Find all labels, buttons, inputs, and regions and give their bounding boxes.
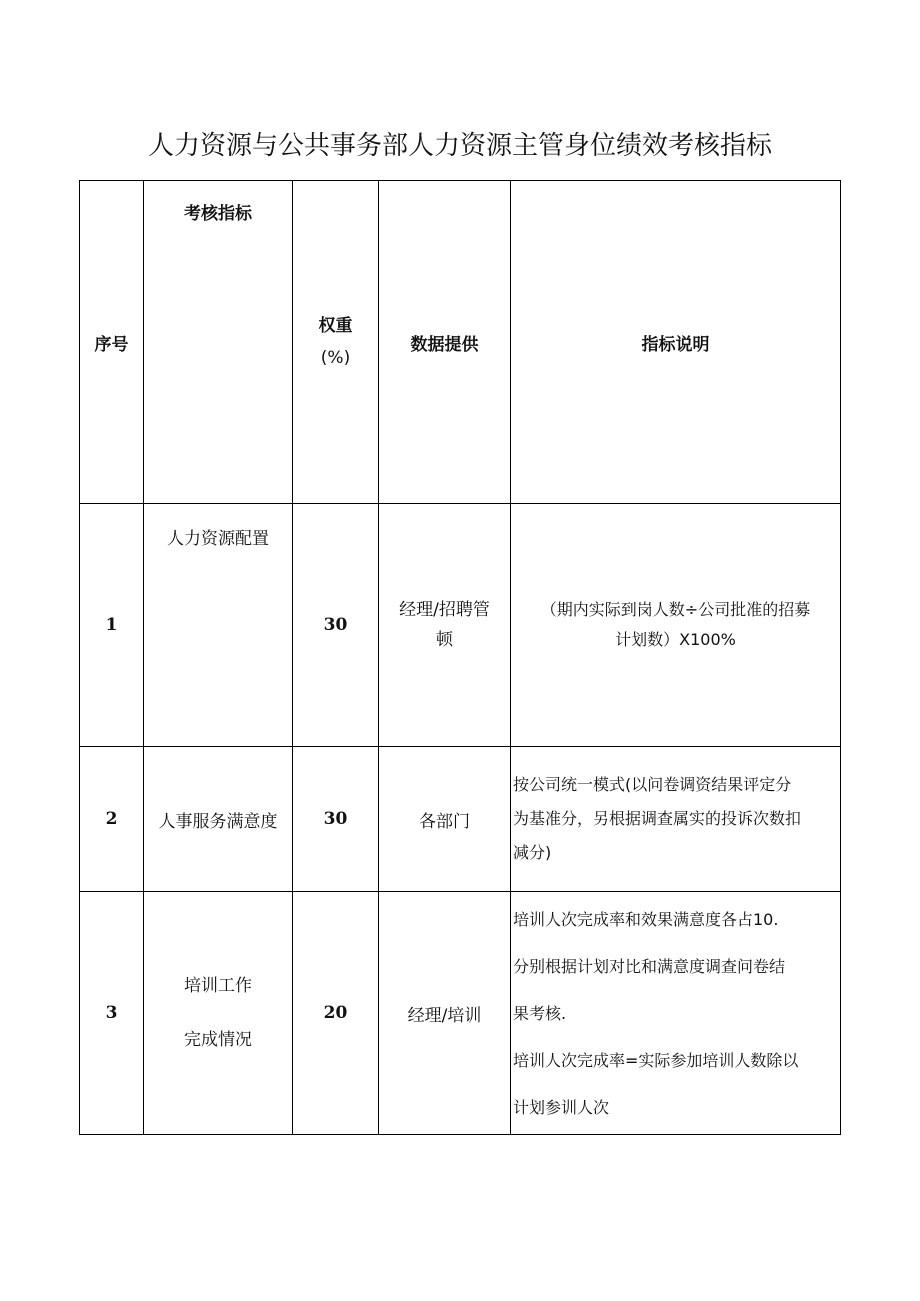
row2-provider: 各部门 [379, 747, 511, 892]
header-weight [293, 181, 379, 504]
row1-indicator: 人力资源配置 [144, 504, 293, 747]
row3-seq: 3 [80, 892, 144, 1135]
row3-weight: 20 [293, 892, 379, 1135]
row2-seq: 2 [80, 747, 144, 892]
row3-indicator-line2: 完成情况 [184, 1030, 252, 1050]
row3-desc-line3: 果考核. [513, 1003, 567, 1023]
row1-provider [379, 504, 511, 747]
table-row [80, 504, 841, 747]
row3-description [511, 892, 841, 1135]
header-description: 指标说明 [511, 181, 841, 504]
row1-desc-line1: （期内实际到岗人数÷公司批准的招募 [540, 600, 811, 619]
row3-desc-line1: 培训人次完成率和效果满意度各占10. [513, 909, 779, 929]
row3-indicator [144, 892, 293, 1135]
table-row [80, 747, 841, 892]
row3-desc-line5: 计划参训人次 [513, 1097, 610, 1117]
table-row [80, 892, 841, 1135]
row3-indicator-line1: 培训工作 [184, 976, 252, 996]
row2-desc-line2: 为基准分，另根据调查属实的投诉次数扣 [513, 809, 802, 828]
document-title: 人力资源与公共事务部人力资源主管身位绩效考核指标 [147, 131, 772, 161]
kpi-table [79, 180, 841, 1135]
header-weight-line2: (%) [320, 348, 351, 368]
header-indicator: 考核指标 [144, 181, 293, 504]
row2-indicator: 人事服务满意度 [144, 747, 293, 892]
row2-description [511, 747, 841, 892]
row2-weight: 30 [293, 747, 379, 892]
header-data-provider: 数据提供 [379, 181, 511, 504]
row2-desc-line1: 按公司统一模式(以问卷调资结果评定分 [513, 775, 792, 794]
row3-provider: 经理/培训 [379, 892, 511, 1135]
row1-provider-line1: 经理/招聘管 [399, 600, 490, 620]
row3-desc-line4: 培训人次完成率=实际参加培训人数除以 [513, 1050, 799, 1070]
header-seq: 序号 [80, 181, 144, 504]
row1-seq: 1 [80, 504, 144, 747]
row1-weight: 30 [293, 504, 379, 747]
row2-desc-line3: 减分) [513, 843, 552, 862]
row3-desc-line2: 分别根据计划对比和满意度调查问卷结 [513, 956, 786, 976]
table-header-row [80, 181, 841, 504]
row1-description [511, 504, 841, 747]
header-weight-line1: 权重 [318, 316, 353, 336]
row1-desc-line2: 计划数）X100% [615, 630, 736, 649]
row1-provider-line2: 顿 [436, 630, 453, 650]
